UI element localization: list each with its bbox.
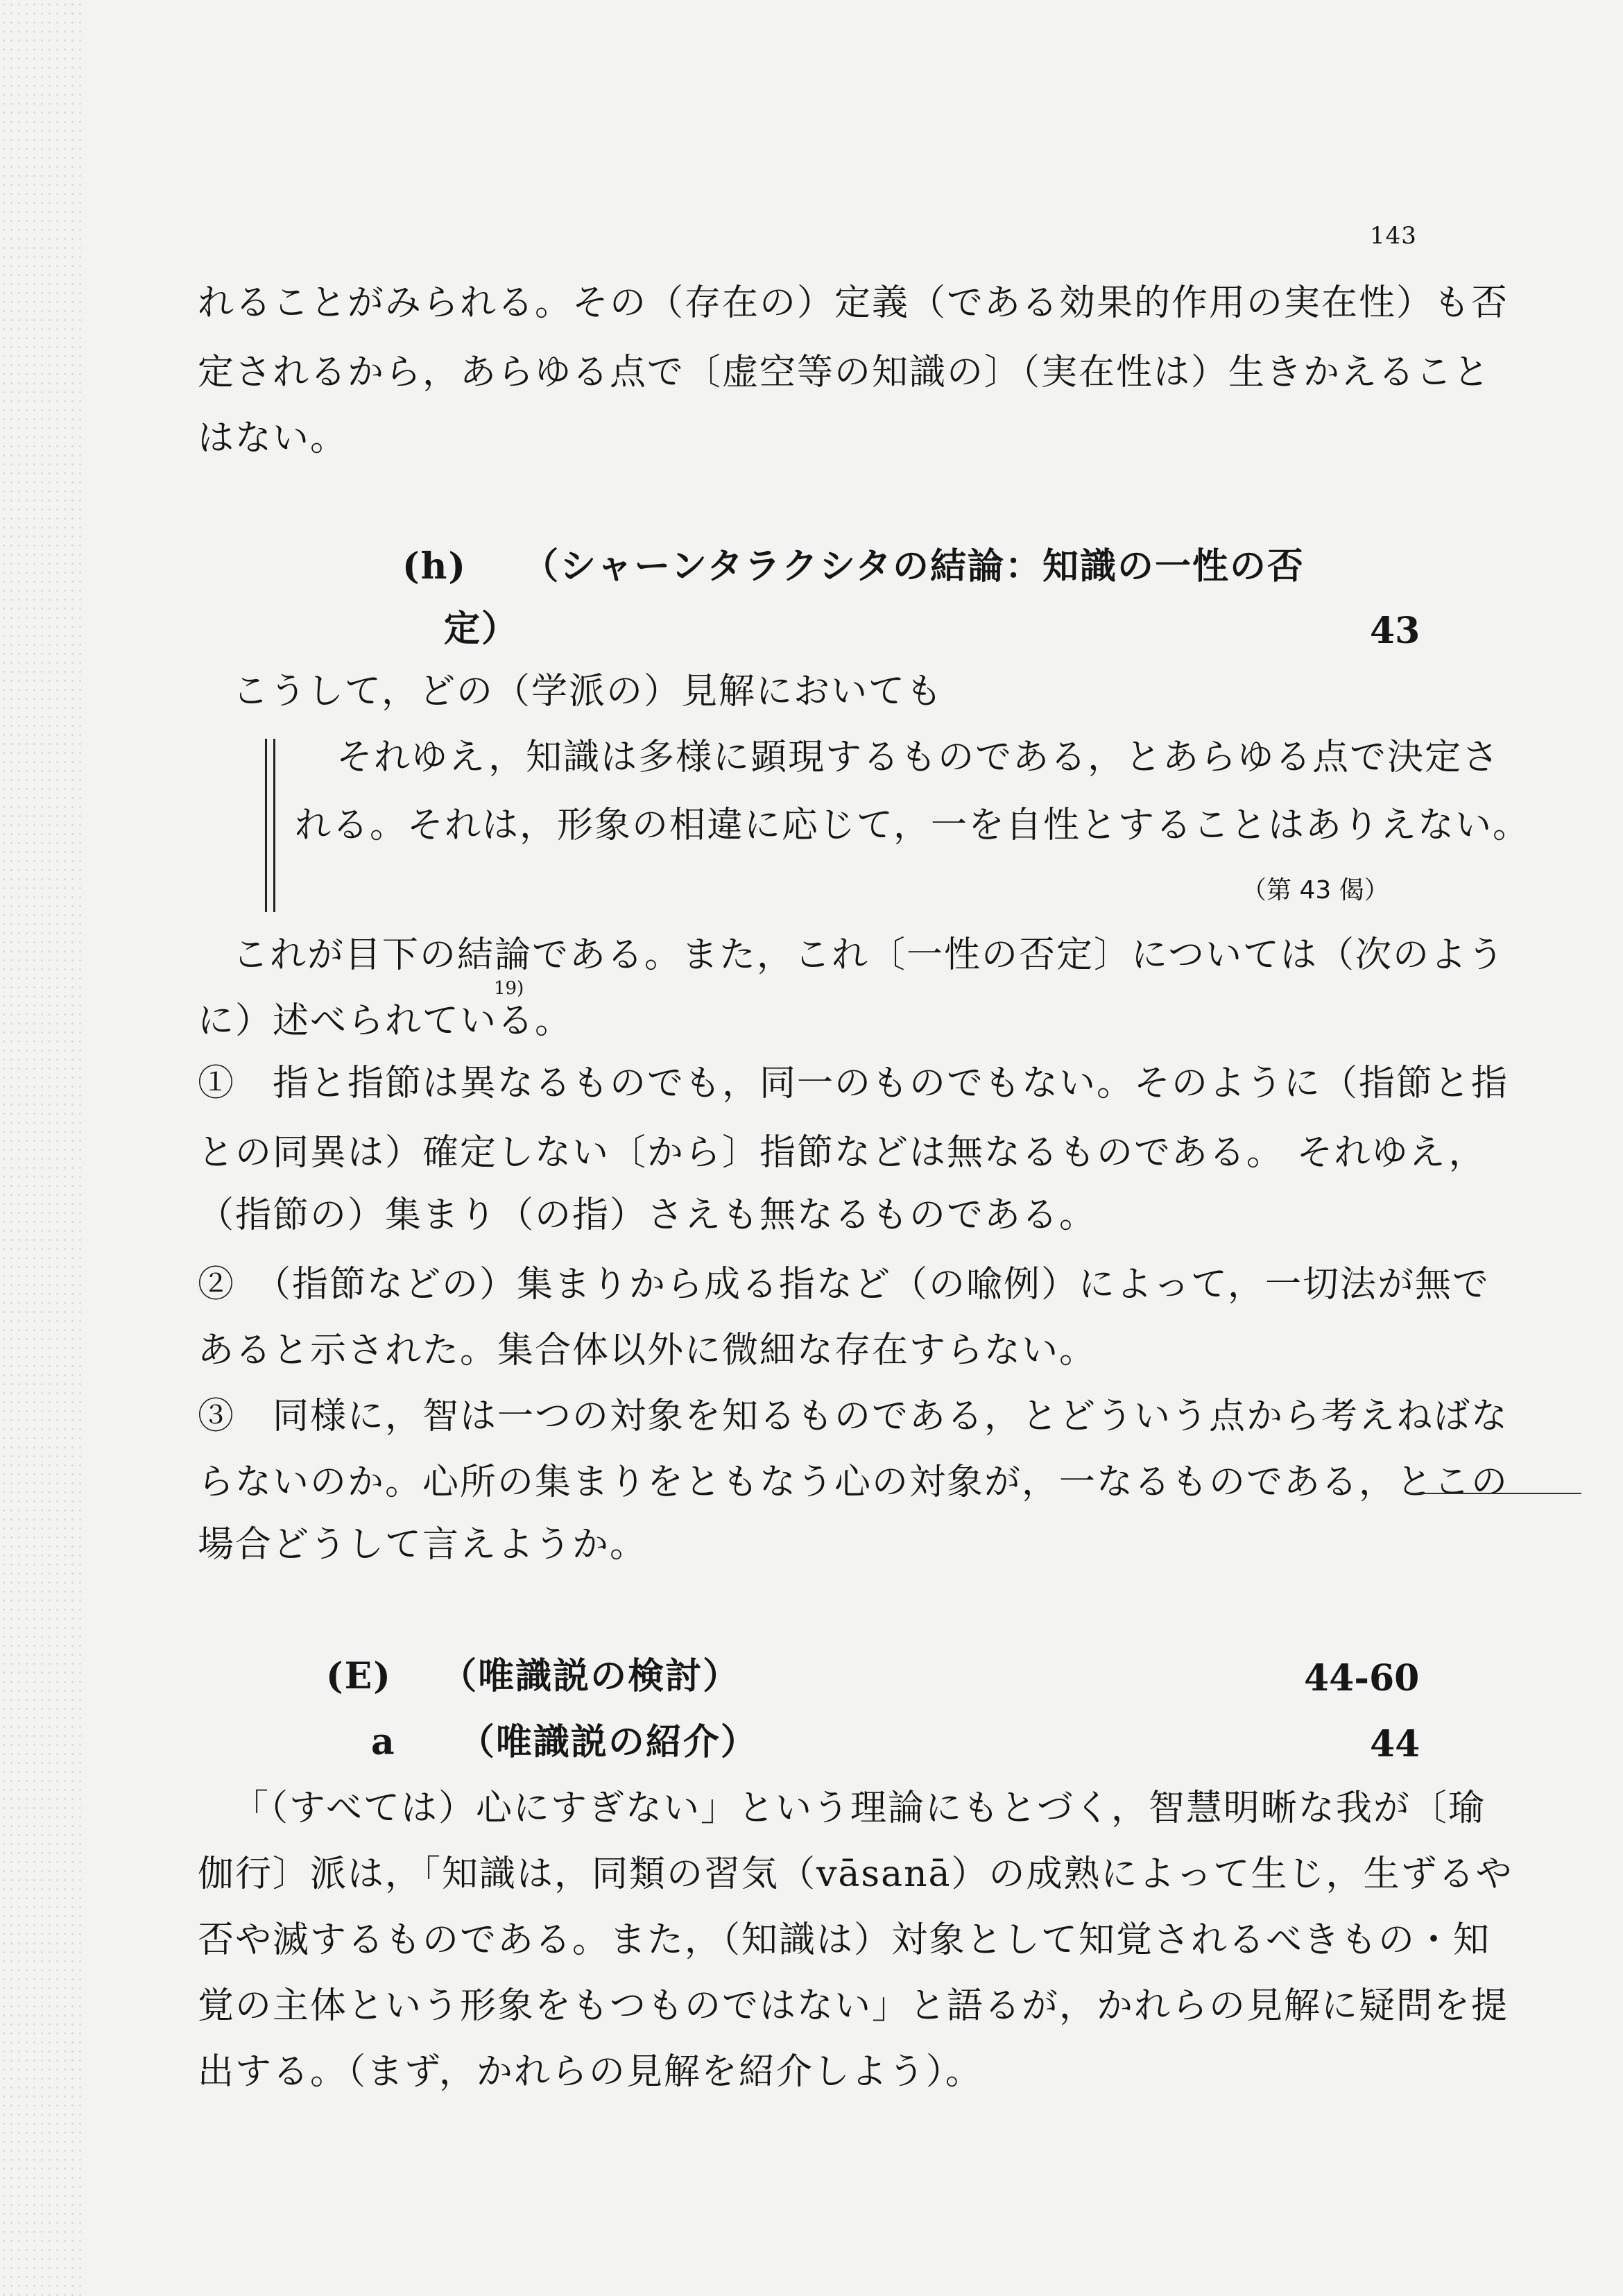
item-1-line-3: （指節の）集まり（の指）さえも無なるものである。: [198, 1194, 1097, 1236]
scan-edge-noise: [0, 0, 83, 2296]
section-a-heading: [371, 1720, 758, 1765]
final-line-1: 「（すべては）心にすぎない」という理論にもとづく，智慧明晰な我が〔瑜: [232, 1788, 1486, 1829]
item-2-line-2: あると示された。集合体以外に微細な存在すらない。: [198, 1330, 1097, 1371]
item-2-line-1: ② （指節などの）集まりから成る指など（の喩例）によって，一切法が無で: [198, 1264, 1490, 1305]
final-line-5: 出する。（まず，かれらの見解を紹介しよう）。: [198, 2051, 983, 2093]
page-number: 143: [1370, 222, 1417, 250]
section-a-title: （唯識説の紹介）: [458, 1722, 758, 1763]
section-h-heading: [402, 545, 1305, 589]
section-h-title-line1: （シャーンタラクシタの結論：知識の一性の否: [522, 546, 1305, 588]
final-line-4: 覚の主体という形象をもつものではない」と語るが，かれらの見解に疑問を提: [198, 1985, 1509, 2027]
section-a-marker: a: [371, 1721, 396, 1763]
item-3-line-1: ③ 同様に，智は一つの対象を知るものである，とどういう点から考えねばな: [198, 1396, 1509, 1437]
verse-label: （第 43 偈）: [1242, 876, 1389, 905]
section-E-verse-ref: 44-60: [1304, 1657, 1420, 1699]
section-h-verse-ref: 43: [1370, 610, 1420, 652]
final-line-2: 伽行〕派は，「知識は，同類の習気（vāsanā）の成熟によって生じ，生ずるや: [198, 1853, 1513, 1895]
conclusion-line-2: に）述べられている。: [198, 1000, 573, 1042]
section-h-marker: (h): [402, 545, 467, 588]
section-h-title-line2: 定）: [444, 608, 519, 650]
opening-line-2: 定されるから，あらゆる点で〔虚空等の知識の〕（実在性は）生きかえること: [198, 352, 1491, 393]
section-E-title: （唯識説の検討）: [440, 1656, 741, 1697]
verse-margin-rule: [265, 739, 275, 912]
section-E-marker: (E): [326, 1655, 392, 1697]
item-3-line-3: 場合どうして言えようか。: [198, 1524, 648, 1566]
item-1-line-2: との同異は）確定しない〔から〕指節などは無なるものである。 それゆえ，: [198, 1132, 1486, 1174]
footnote-ref: 19): [494, 978, 524, 999]
final-line-3: 否や滅するものである。また，（知識は）対象として知覚されるべきもの・知: [198, 1919, 1491, 1961]
verse-line-2: れる。それは，形象の相違に応じて，一を自性とすることはありえない。: [295, 805, 1530, 846]
section-a-verse-ref: 44: [1370, 1723, 1420, 1765]
opening-line-3: はない。: [198, 418, 348, 459]
trailing-rule: [1408, 1493, 1581, 1494]
intro-line: こうして，どの（学派の）見解においても: [232, 671, 943, 712]
verse-line-1: それゆえ，知識は多様に顕現するものである，とあらゆる点で決定さ: [336, 737, 1500, 778]
item-3-line-2: らないのか。心所の集まりをともなう心の対象が，一なるものである，とこの: [198, 1462, 1509, 1503]
section-E-heading: [326, 1654, 740, 1699]
conclusion-line-1: これが目下の結論である。また，これ〔一性の否定〕については（次のよう: [232, 934, 1505, 976]
opening-line-1: れることがみられる。その（存在の）定義（である効果的作用の実在性）も否: [198, 282, 1509, 324]
item-1-line-1: ① 指と指節は異なるものでも，同一のものでもない。そのように（指節と指: [198, 1063, 1509, 1104]
